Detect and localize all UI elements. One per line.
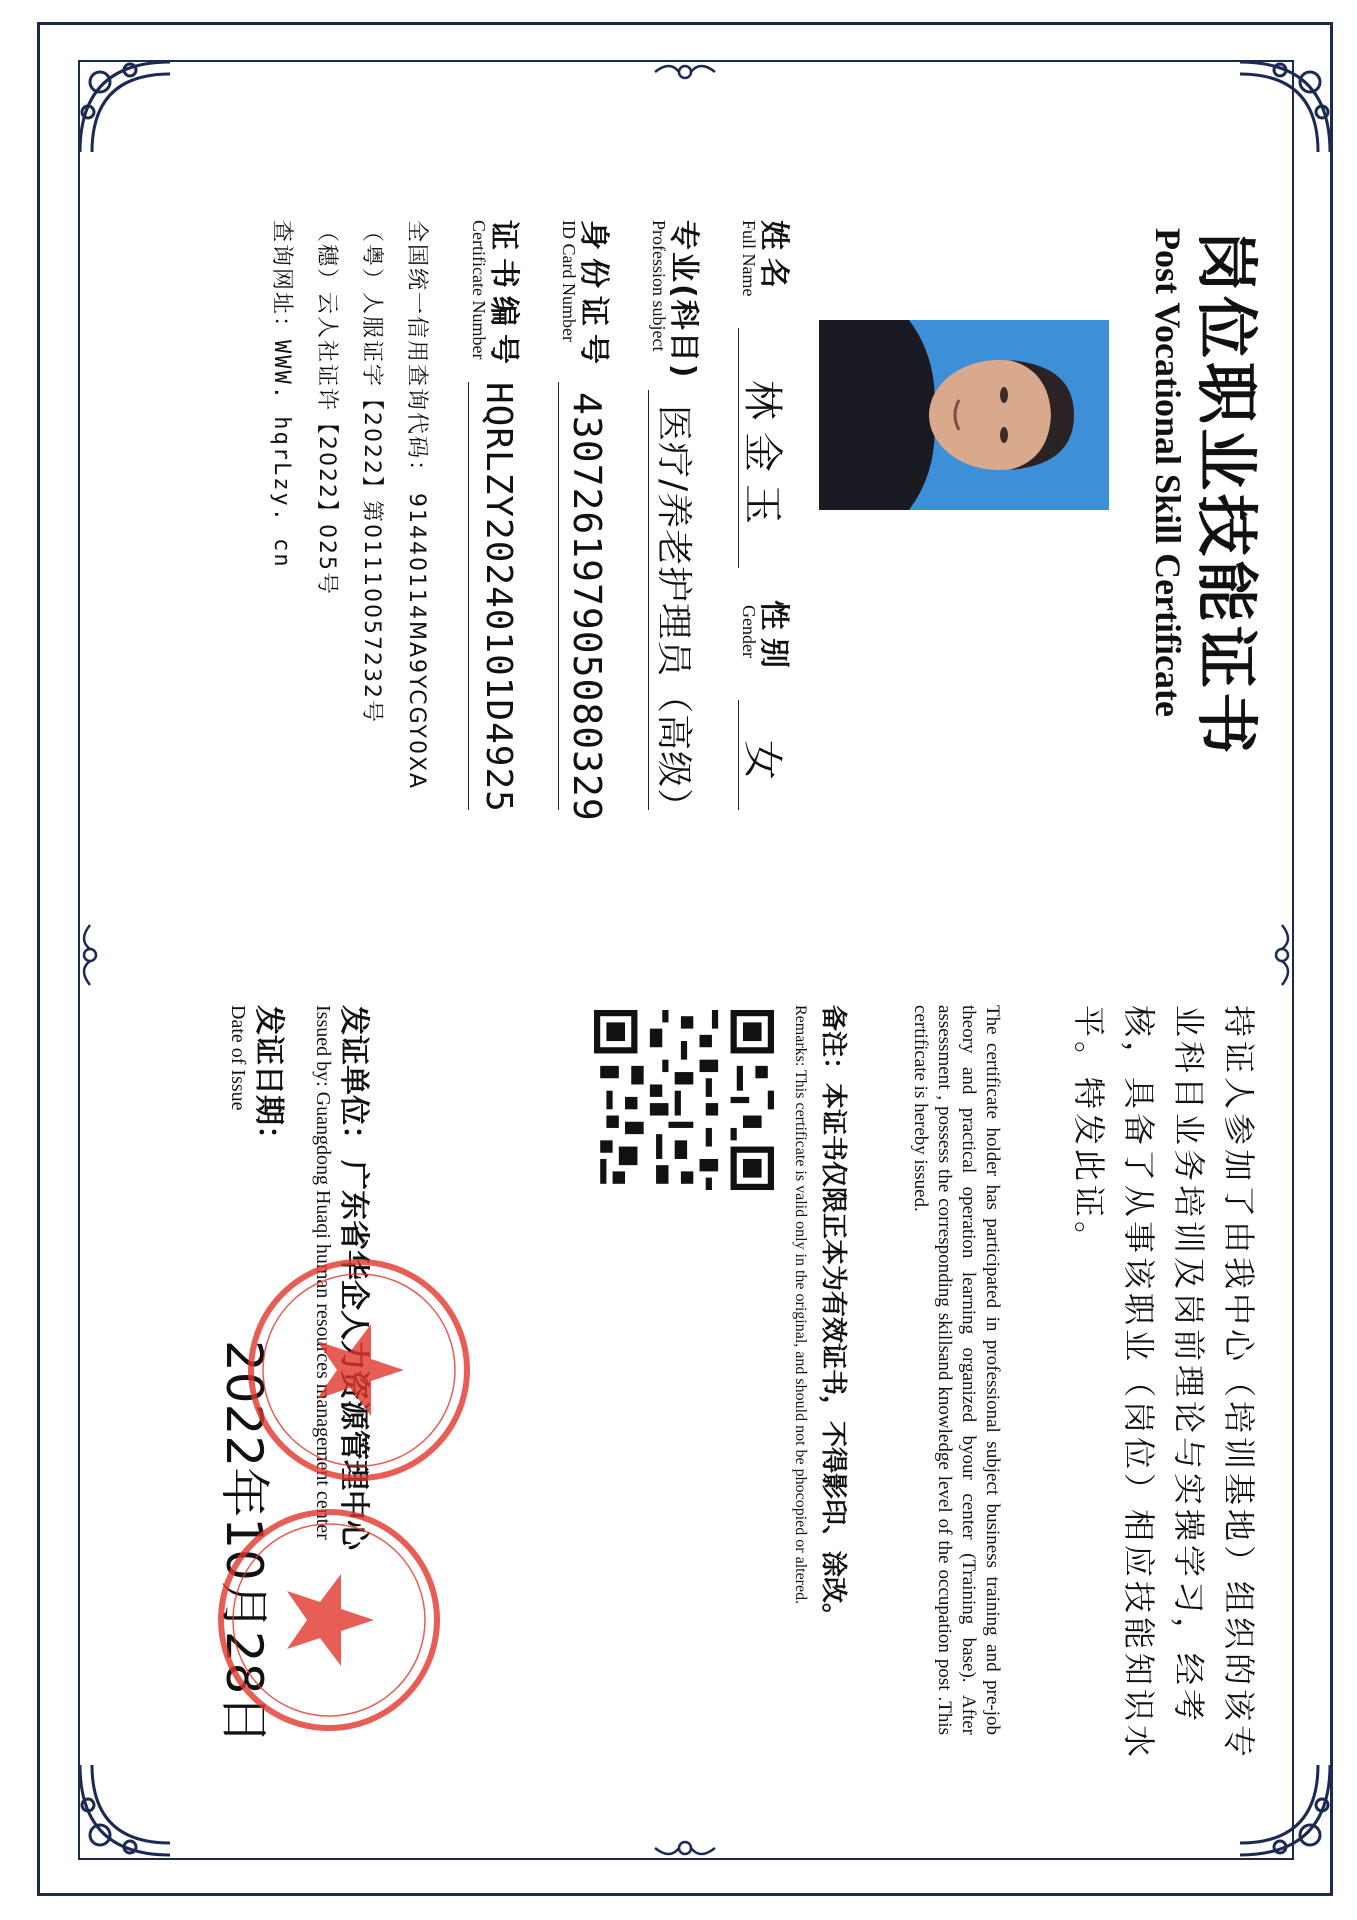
name-label-en: Full Name [739,220,759,297]
name-value: 林金玉 [739,380,785,536]
issue-date-label-en: Date of Issue [227,1005,249,1111]
website-line: 查询网址：WWW. hqrLzy. cn [269,220,294,569]
certificate-number-label-en: Certificate Number [469,220,489,360]
id-card-value: 430726197905080329 [565,392,609,822]
credit-code-line: 全国统一信用查询代码： 91440114MA9YCGY0XA [404,220,429,791]
certificate-number-value: HQRLZY20240101D4925 [478,382,519,813]
holder-photo [819,320,1109,510]
issuer-label: 发证单位： [336,1005,371,1155]
profession-value: 医疗/养老护理员（高级） [653,405,694,826]
remarks-chinese: 备注：本证书仅限正本为有效证书，不得影印、涂改。 [818,1005,848,1630]
name-label-cn: 姓名 [756,220,791,296]
official-seal-1 [244,1255,474,1485]
statement-chinese: 持证人参加了由我中心（培训基地）组织的该专业科目业务培训及岗前理论与实操学习，经考核，具备了从事该职业（岗位）相应技能知识水平。特发此证。 [1070,1005,1258,1762]
license-line-2: （穗）云人社证许【2022】025号 [314,220,339,596]
id-card-label-en: ID Card Number [559,220,579,342]
official-seal-2 [214,1505,444,1735]
profession-underline [648,390,649,810]
issue-date-value: 2022年10月28日 [215,1340,273,1745]
certificate-content [78,60,1294,1860]
gender-value: 女 [739,740,785,781]
id-card-underline [558,382,559,810]
title-english: Post Vocational Skill Certificate [1148,228,1188,717]
certificate-number-label-cn: 证书编号 [486,220,521,372]
license-line-1: （粤）人服证字【2022】第01110057232号 [359,220,384,724]
id-card-label-cn: 身份证号 [576,220,611,372]
statement-english: The certificate holder has participated in professional subject business training and pre-job theory and practical operation learning organized byour center (Training base). After assessment , possess the corresponding skillsand knowledge level of the occupation post .This certificate is hereby issued. [910,1005,1003,1735]
gender-label-en: Gender [739,605,759,658]
issue-date-label: 发证日期： [251,1005,286,1155]
gender-label-cn: 性别 [756,600,791,676]
profession-label-en: Profession subject [649,220,669,352]
verification-qr-code[interactable] [594,1010,774,1190]
remarks-english: Remarks: This certificate is valid only in the original, and should not be phocopied or altered. [792,1005,809,1605]
title-chinese: 岗位职业技能证书 [1190,230,1263,759]
certificate-number-underline [468,382,469,810]
issuer-english: Issued by: Guangdong Huaqi human resources management center [312,1005,334,1540]
profession-label-cn: 专业(科目) [666,220,701,380]
